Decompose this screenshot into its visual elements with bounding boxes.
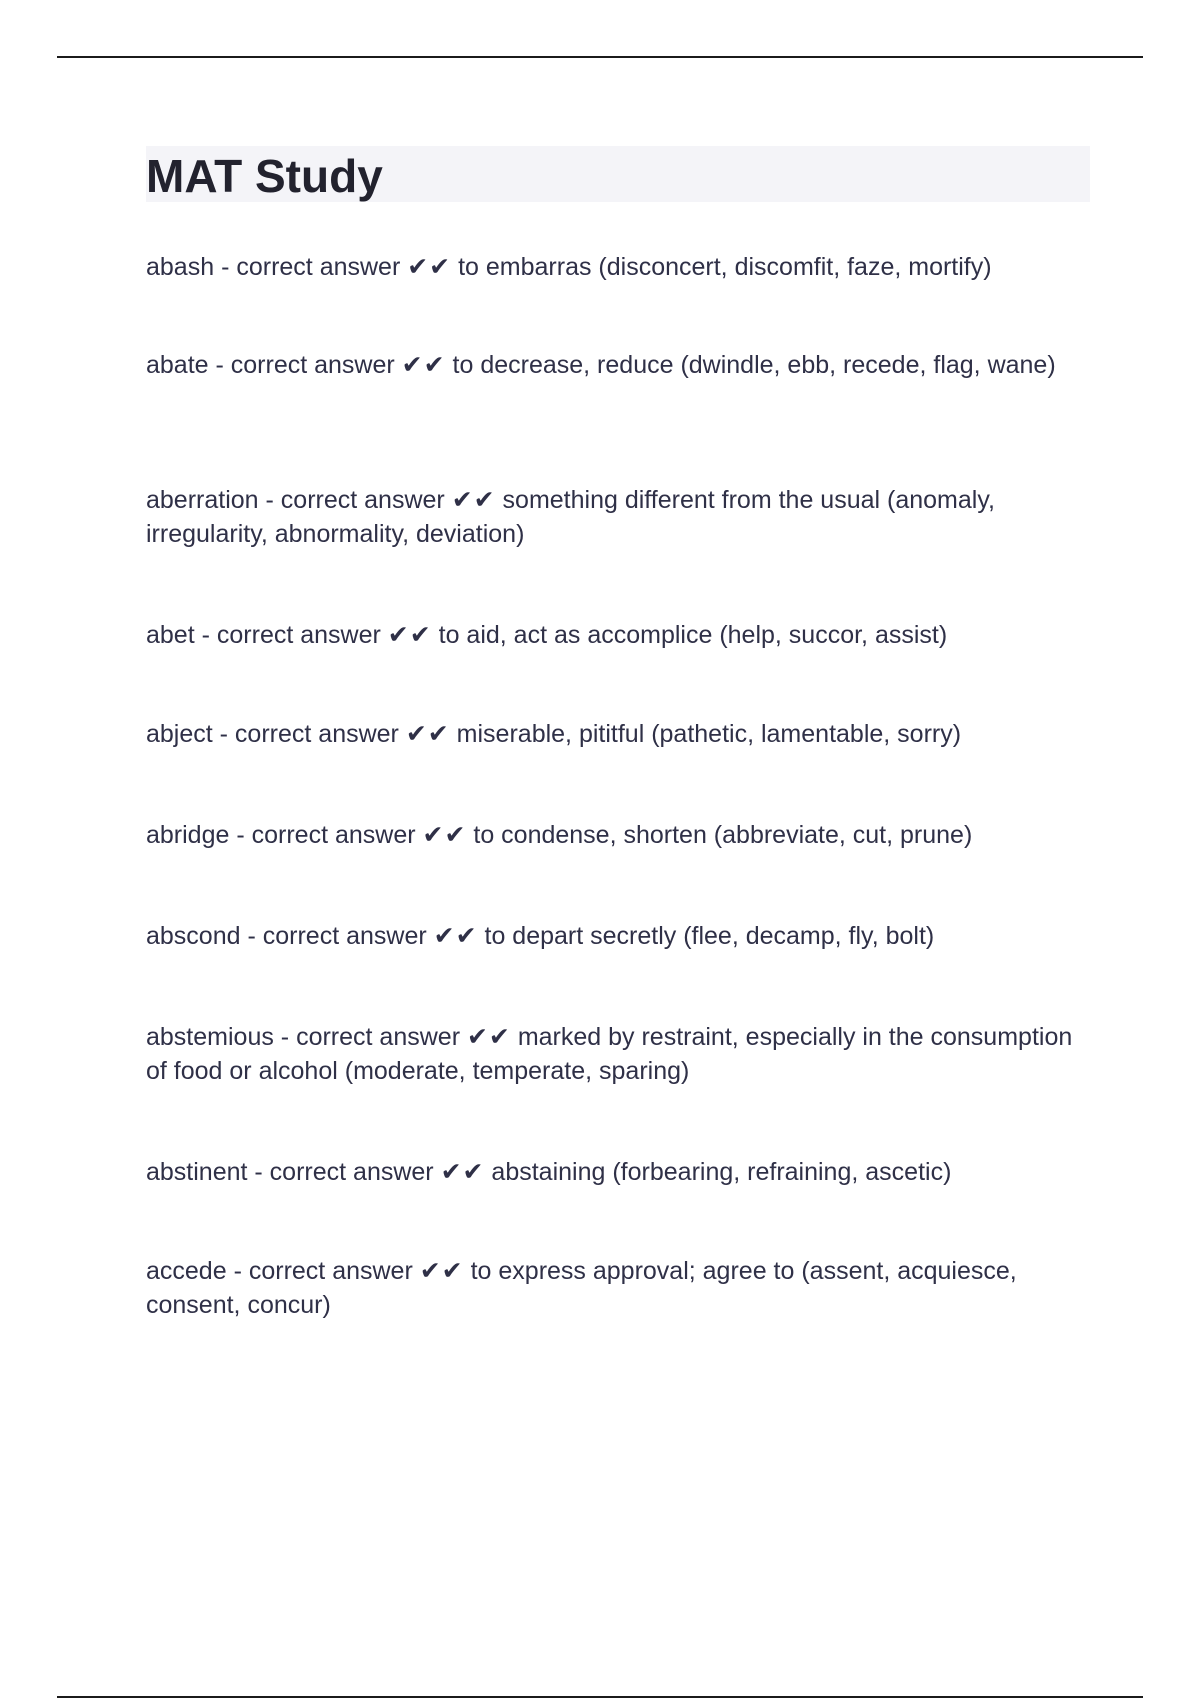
checkmark-icon: ✔✔ — [419, 1257, 464, 1285]
top-rule — [57, 56, 1143, 58]
answer-separator: - correct answer — [273, 1023, 467, 1051]
term: abject — [146, 720, 213, 748]
definition: to decrease, reduce (dwindle, ebb, recede, flag, wane) — [445, 351, 1056, 379]
checkmark-icon: ✔✔ — [422, 821, 467, 849]
answer-separator: - correct answer — [194, 621, 388, 649]
definition: to condense, shorten (abbreviate, cut, prune) — [466, 821, 973, 849]
list-item — [146, 618, 1090, 652]
term: abridge — [146, 821, 230, 849]
document-page — [146, 146, 1090, 1319]
list-item — [146, 348, 1090, 382]
definition: to aid, act as accomplice (help, succor, assist) — [431, 621, 948, 649]
list-item — [146, 818, 1090, 852]
list-item — [146, 250, 1090, 284]
answer-separator: - correct answer — [258, 486, 452, 514]
checkmark-icon: ✔✔ — [440, 1158, 485, 1186]
term: abscond — [146, 922, 241, 950]
checkmark-icon: ✔✔ — [405, 720, 450, 748]
list-item — [146, 1020, 1090, 1088]
definition: miserable, pititful (pathetic, lamentable, sorry) — [449, 720, 962, 748]
answer-separator: - correct answer — [229, 821, 423, 849]
title-band — [146, 146, 1090, 202]
term: abstinent — [146, 1158, 248, 1186]
definition: to express approval; agree to (assent, acquiesce, consent, concur) — [146, 1257, 1017, 1319]
checkmark-icon: ✔✔ — [387, 621, 432, 649]
list-item — [146, 1155, 1090, 1189]
document-title: MAT Study — [146, 150, 383, 202]
term: abate — [146, 351, 209, 379]
checkmark-icon: ✔✔ — [451, 486, 496, 514]
definition: to embarras (disconcert, discomfit, faze, mortify) — [451, 253, 992, 281]
answer-separator: - correct answer — [247, 1158, 441, 1186]
answer-separator: - correct answer — [212, 720, 406, 748]
answer-separator: - correct answer — [208, 351, 402, 379]
list-item — [146, 919, 1090, 953]
term: abash — [146, 253, 215, 281]
definition: abstaining (forbearing, refraining, ascetic) — [484, 1158, 952, 1186]
bottom-rule — [57, 1696, 1143, 1698]
definition: marked by restraint, especially in the consumption of food or alcohol (moderate, temperate, sparing) — [146, 1023, 1073, 1085]
checkmark-icon: ✔✔ — [407, 253, 452, 281]
term: abstemious — [146, 1023, 274, 1051]
definition: to depart secretly (flee, decamp, fly, bolt) — [477, 922, 935, 950]
term: aberration — [146, 486, 259, 514]
answer-separator: - correct answer — [214, 253, 408, 281]
answer-separator: - correct answer — [226, 1257, 420, 1285]
checkmark-icon: ✔✔ — [401, 351, 446, 379]
answer-separator: - correct answer — [240, 922, 434, 950]
list-item — [146, 717, 1090, 751]
checkmark-icon: ✔✔ — [466, 1023, 511, 1051]
term: accede — [146, 1257, 227, 1285]
list-item — [146, 1254, 1090, 1322]
list-item — [146, 483, 1090, 551]
term: abet — [146, 621, 195, 649]
checkmark-icon: ✔✔ — [433, 922, 478, 950]
definition: something different from the usual (anomaly, irregularity, abnormality, deviation) — [146, 486, 995, 548]
